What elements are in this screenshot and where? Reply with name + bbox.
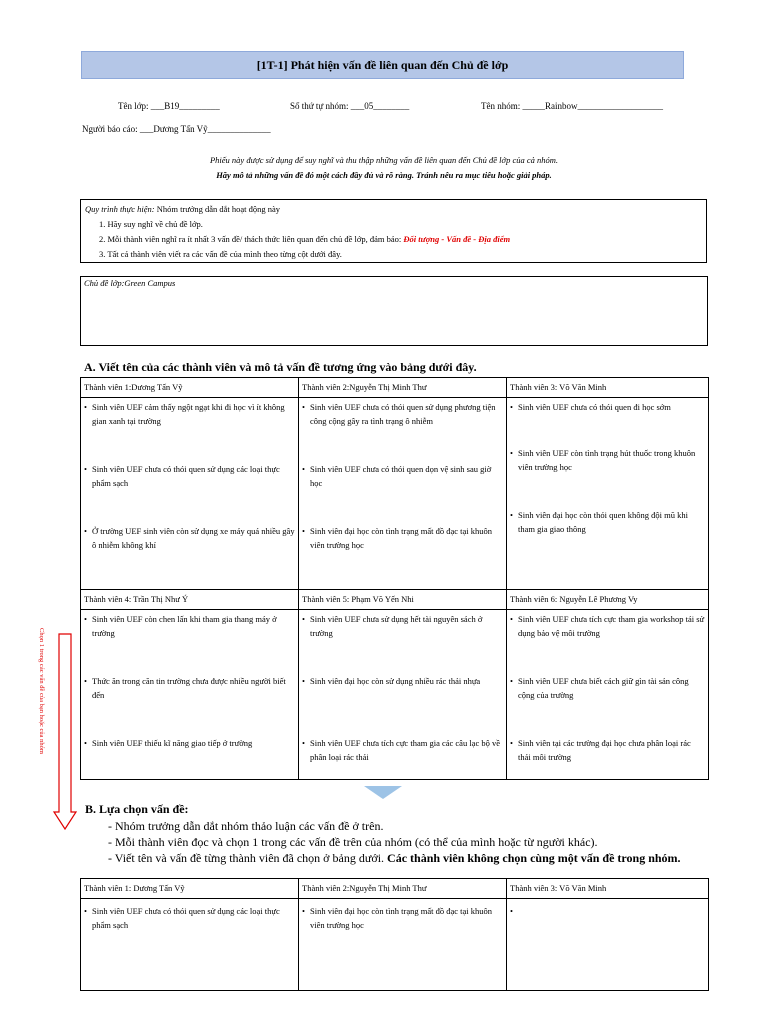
member-5-header: Thành viên 5: Phạm Võ Yến Nhi [302,594,414,604]
class-field [118,101,220,111]
down-arrow-icon [364,786,402,799]
section-b-line-3 [108,850,681,866]
reporter-label: Người báo cáo: [82,124,138,134]
group-name-value: _____Rainbow___________________ [522,101,663,111]
process-step-2-text: 2. Mỗi thành viên nghĩ ra ít nhất 3 vấn đề/ thách thức liên quan đến chủ đề lớp, đảm bảo: [99,234,402,244]
issue-item: • Sinh viên đại học còn tình trạng mất đồ đạc tại khuôn viên trường học [302,524,503,552]
process-label-rest: Nhóm trưởng dẫn dắt hoạt động này [154,204,281,214]
member-5-issues [299,610,507,780]
issue-item: • Sinh viên UEF thiếu kĩ năng giao tiếp ở trường [84,736,295,750]
choice-1-issue-cell [81,899,299,991]
member-2-issues [299,398,507,590]
members-table [80,377,709,780]
choice-3-issue-cell [507,899,709,991]
issue-item: • Sinh viên UEF chưa biết cách giữ gìn tài sản công cộng của trường [510,674,705,702]
member-2-header: Thành viên 2:Nguyễn Thị Minh Thư [302,382,427,392]
process-label: Quy trình thực hiện: [85,204,155,214]
member-2-cell [299,378,507,398]
process-heading [85,202,702,217]
member-4-cell [81,590,299,610]
issue-item: • Sinh viên UEF chưa có thói quen dọn vệ sinh sau giờ học [302,462,503,490]
issue-item: • Sinh viên UEF chưa có thói quen sử dụng các loại thực phẩm sạch [84,462,295,490]
issue-item: • Sinh viên UEF chưa tích cực tham gia các câu lạc bộ về phân loại rác thải [302,736,503,764]
choice-3-header: Thành viên 3: Võ Văn Minh [510,883,607,893]
intro-line-2: Hãy mô tả những vấn đề đó một cách đầy đủ và rõ ràng. Tránh nêu ra mục tiêu hoặc giải pháp. [216,170,552,180]
choice-2-cell [299,879,507,899]
section-b-title: B. Lựa chọn vấn đề: [85,802,189,816]
section-a-title: A. Viết tên của các thành viên và mô tả vấn đề tương ứng vào bảng dưới đây. [84,360,477,374]
issue-item: • Sinh viên UEF còn chen lấn khi tham gia thang máy ở trường [84,612,295,640]
topic-text: Chủ đề lớp:Green Campus [84,278,176,288]
issue-item: • Sinh viên tại các trường đại học chưa phân loại rác thải môi trường [510,736,705,764]
process-box [80,199,707,263]
member-6-cell [507,590,709,610]
page-title: [1T-1] Phát hiện vấn đề liên quan đến Chủ đề lớp [81,51,684,79]
choice-item: • Sinh viên UEF chưa có thói quen sử dụng các loại thực phẩm sạch [84,904,295,932]
issue-item: • Ở trường UEF sinh viên còn sử dụng xe máy quá nhiều gây ô nhiễm không khí [84,524,295,552]
process-step-3: 3. Tất cả thành viên viết ra các vấn đề của mình theo từng cột dưới đây. [99,249,342,259]
issue-item: • Sinh viên UEF cảm thấy ngột ngạt khi đi học vì ít không gian xanh tại trường [84,400,295,428]
side-arrow-icon [38,628,76,830]
group-name-label: Tên nhóm: [481,101,521,111]
choice-2-issue-cell [299,899,507,991]
member-3-header: Thành viên 3: Võ Văn Minh [510,382,607,392]
issue-item: • Thức ăn trong căn tin trường chưa được nhiều người biết đến [84,674,295,702]
side-note-text: Chọn 1 trong các vấn đề của bạn hoặc của nhóm [38,628,45,754]
member-3-cell [507,378,709,398]
section-b-instructions [108,818,681,866]
member-6-issues [507,610,709,780]
issue-item: • Sinh viên UEF chưa tích cực tham gia workshop tái sử dụng bảo vệ môi trường [510,612,705,640]
section-b-line-3-bold: Các thành viên không chọn cùng một vấn đề trong nhóm. [387,851,681,865]
group-number-value: ___05________ [350,101,410,111]
section-b-line-2: - Mỗi thành viên đọc và chọn 1 trong các vấn đề trên của nhóm (có thể của mình hoặc từ người khác). [108,835,598,849]
member-5-cell [299,590,507,610]
section-b-line-3-text: - Viết tên và vấn đề từng thành viên đã chọn ở bảng dưới. [108,851,385,865]
choice-item: • Sinh viên đại học còn tình trạng mất đồ đạc tại khuôn viên trường học [302,904,503,932]
reporter-field [82,124,271,134]
member-4-issues [81,610,299,780]
member-1-issues [81,398,299,590]
process-step-2 [85,232,702,247]
issue-item: • Sinh viên UEF còn tình trạng hút thuốc trong khuôn viên trường học [510,446,705,474]
process-step-1: 1. Hãy suy nghĩ về chủ đề lớp. [99,219,203,229]
member-1-cell [81,378,299,398]
choice-3-cell [507,879,709,899]
issue-item: • Sinh viên UEF chưa có thói quen đi học sớm [510,400,705,414]
issue-item: • Sinh viên đại học còn sử dụng nhiều rác thải nhựa [302,674,503,688]
choice-1-header: Thành viên 1: Dương Tấn Vỹ [84,883,185,893]
issue-item: • Sinh viên đại học còn thói quen không đội mũ khi tham gia giao thông [510,508,705,536]
section-b-line-1: - Nhóm trưởng dẫn dắt nhóm thảo luận các vấn đề ở trên. [108,819,384,833]
member-1-header: Thành viên 1:Dương Tấn Vỹ [84,382,183,392]
group-name-field [481,101,663,111]
group-number-field [290,101,409,111]
choices-table [80,878,709,991]
choice-2-header: Thành viên 2:Nguyễn Thị Minh Thư [302,883,427,893]
issue-item: • Sinh viên UEF chưa có thói quen sử dụng phương tiện công cộng gây ra tình trạng ô nhiễm [302,400,503,428]
process-step-2-highlight: Đối tượng - Vấn đề - Địa điểm [403,234,511,244]
member-4-header: Thành viên 4: Trần Thị Như Ý [84,594,189,604]
class-label: Tên lớp: [118,101,149,111]
intro-line-1: Phiếu này được sử dụng để suy nghĩ và thu thập những vấn đề liên quan đến Chủ đề lớp của cả nhóm. [209,155,559,165]
group-number-label: Số thứ tự nhóm: [290,101,349,111]
member-6-header: Thành viên 6: Nguyễn Lê Phương Vy [510,594,638,604]
choice-1-cell [81,879,299,899]
issue-item: • Sinh viên UEF chưa sử dụng hết tài nguyên sách ở trường [302,612,503,640]
topic-box [80,276,708,346]
class-value: ___B19_________ [150,101,220,111]
reporter-value: ___Dương Tấn Vỹ______________ [139,124,271,134]
member-3-issues [507,398,709,590]
